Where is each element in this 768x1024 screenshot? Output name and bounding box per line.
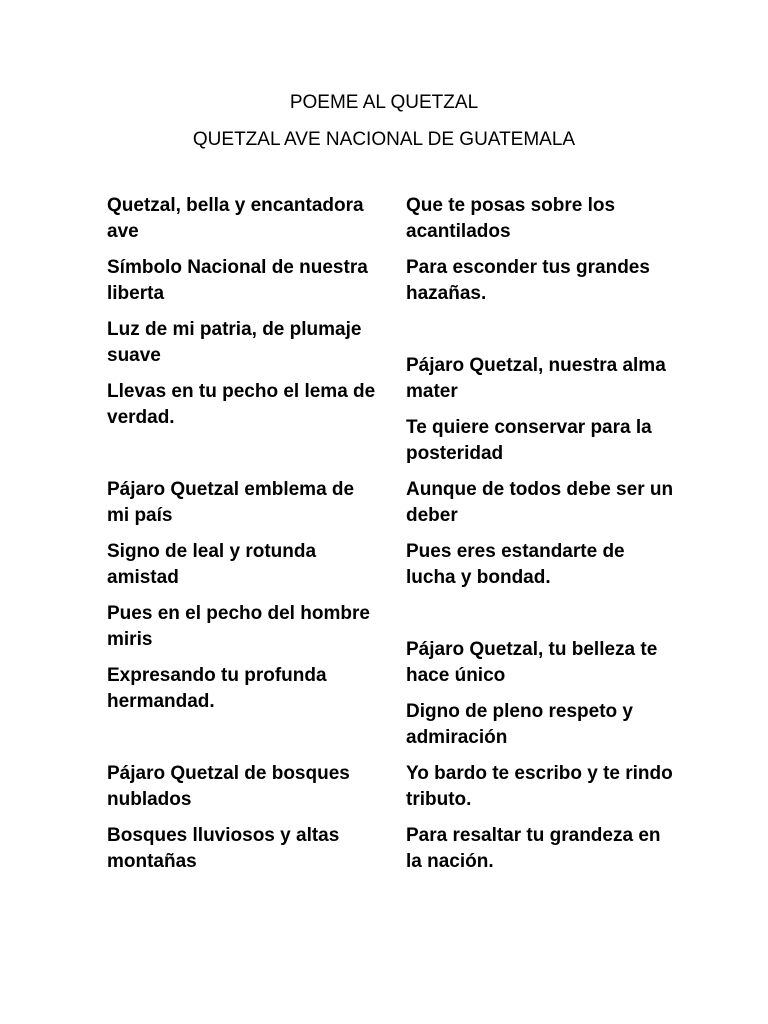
verse-line: Pues en el pecho del hombre miris [107, 603, 370, 650]
stanza-1 [107, 193, 377, 431]
verse-line: Pues eres estandarte de lucha y bondad. [406, 541, 625, 588]
verse-line: Pájaro Quetzal de bosques nublados [107, 763, 350, 810]
verse-line: Signo de leal y rotunda amistad [107, 541, 317, 588]
stanza-3 [107, 761, 377, 875]
verse-line: Llevas en tu pecho el lema de verdad. [107, 381, 376, 428]
verse-line: Para resaltar tu grandeza en la nación. [406, 825, 661, 872]
stanza-gap [107, 441, 377, 477]
verse-line: Pájaro Quetzal, tu belleza te hace único [406, 639, 658, 686]
poem-subtitle: QUETZAL AVE NACIONAL DE GUATEMALA [192, 129, 576, 150]
stanza-2 [406, 353, 676, 591]
verse-line: Símbolo Nacional de nuestra liberta [107, 257, 368, 304]
verse-line: Pájaro Quetzal emblema de mi país [107, 479, 355, 526]
verse-line: Aunque de todos debe ser un deber [406, 479, 674, 526]
stanza-1 [406, 193, 676, 307]
verse-line: Digno de pleno respeto y admiración [406, 701, 633, 748]
stanza-3 [406, 637, 676, 875]
poem-title: POEME AL QUETZAL [289, 92, 479, 113]
verse-line: Bosques lluviosos y altas montañas [107, 825, 340, 872]
right-column [406, 193, 676, 885]
stanza-gap [406, 601, 676, 637]
verse-line: Que te posas sobre los acantilados [406, 195, 616, 242]
verse-line: Yo bardo te escribo y te rindo tributo. [406, 763, 673, 810]
verse-line: Te quiere conservar para la posteridad [406, 417, 652, 464]
verse-line: Pájaro Quetzal, nuestra alma mater [406, 355, 666, 402]
verse-line: Expresando tu profunda hermandad. [107, 665, 327, 712]
verse-line: Quetzal, bella y encantadora ave [107, 195, 364, 242]
stanza-2 [107, 477, 377, 715]
stanza-gap [107, 725, 377, 761]
left-column [107, 193, 377, 885]
stanza-gap [406, 317, 676, 353]
verse-line: Para esconder tus grandes hazañas. [406, 257, 650, 304]
verse-line: Luz de mi patria, de plumaje suave [107, 319, 362, 366]
